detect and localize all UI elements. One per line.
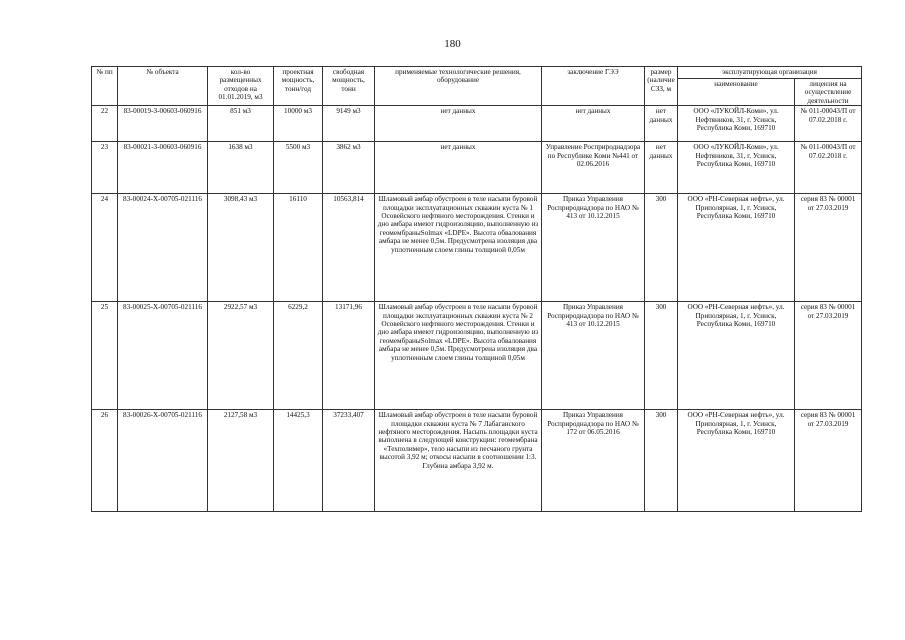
cell-design: 6229,2: [274, 302, 323, 410]
cell-num: 25: [92, 302, 118, 410]
cell-org-name: ООО «РН-Северная нефть», ул. Приполярная, 1, г. Усинск, Республика Коми, 169710: [678, 194, 795, 302]
cell-object: 83-00026-Х-00705-021116: [118, 410, 208, 512]
cell-org-license: серия 83 № 00001 от 27.03.2019: [795, 194, 862, 302]
cell-design: 14425,3: [274, 410, 323, 512]
cell-org-name: ООО «РН-Северная нефть», ул. Приполярная, 1, г. Усинск, Республика Коми, 169710: [678, 410, 795, 512]
cell-num: 26: [92, 410, 118, 512]
cell-szz: нет данных: [645, 142, 678, 194]
cell-szz: 300: [645, 302, 678, 410]
table-row: [92, 410, 862, 512]
cell-tech: Шламовый амбар обустроен в теле насыпи буровой площадки эксплуатационных скважин куста № 2 Осовейского нефтяного месторождения. Стенки и дно амбара имеют гидроизоляцию, выполненную из геомембраныSolmax «LDPE». Высота обвалования амбара не менее 0,5м. Предусмотрена изоляция двa уплотненным слоем глины толщиной 0,05м: [375, 302, 542, 410]
cell-free: 10563,814: [323, 194, 375, 302]
header-gee: заключение ГЭЭ: [542, 67, 645, 106]
table-row: [92, 142, 862, 194]
cell-org-name: ООО «ЛУКОЙЛ-Коми», ул. Нефтяников, 31, г. Усинск, Республика Коми, 169710: [678, 106, 795, 142]
cell-org-license: серия 83 № 00001 от 27.03.2019: [795, 410, 862, 512]
header-num: № пп: [92, 67, 118, 106]
header-design: проектная мощность, тонн/год: [274, 67, 323, 106]
cell-szz: 300: [645, 194, 678, 302]
cell-tech: нет данных: [375, 142, 542, 194]
cell-free: 13171,96: [323, 302, 375, 410]
cell-design: 10000 м3: [274, 106, 323, 142]
cell-free: 3862 м3: [323, 142, 375, 194]
header-org-license: лицензия на осуществление деятельности: [795, 79, 862, 106]
cell-tech: нет данных: [375, 106, 542, 142]
cell-waste: 1638 м3: [208, 142, 274, 194]
cell-gee: нет данных: [542, 106, 645, 142]
cell-waste: 2922,57 м3: [208, 302, 274, 410]
cell-num: 22: [92, 106, 118, 142]
cell-object: 83-00021-З-00603-060916: [118, 142, 208, 194]
header-waste: кол-во размещенных отходов на 01.01.2019, м3: [208, 67, 274, 106]
cell-szz: нет данных: [645, 106, 678, 142]
cell-gee: Приказ Управления Росприроднадзора по НАО № 413 от 10.12.2015: [542, 194, 645, 302]
header-szz: размер (наличие СЗЗ, м: [645, 67, 678, 106]
cell-org-name: ООО «ЛУКОЙЛ-Коми», ул. Нефтяников, 31, г. Усинск, Республика Коми, 169710: [678, 142, 795, 194]
table-row: [92, 194, 862, 302]
cell-szz: 300: [645, 410, 678, 512]
cell-org-name: ООО «РН-Северная нефть», ул. Приполярная, 1, г. Усинск, Республика Коми, 169710: [678, 302, 795, 410]
cell-free: 37233,407: [323, 410, 375, 512]
cell-design: 16110: [274, 194, 323, 302]
cell-num: 23: [92, 142, 118, 194]
table-row: [92, 302, 862, 410]
cell-waste: 3098,43 м3: [208, 194, 274, 302]
cell-org-license: № 011-00043/П от 07.02.2018 г.: [795, 106, 862, 142]
header-free: свободная мощность, тонн: [323, 67, 375, 106]
cell-waste: 851 м3: [208, 106, 274, 142]
header-org-name: наименование: [678, 79, 795, 106]
page-number: 180: [444, 38, 461, 50]
header-tech: применяемые технологические решения, оборудование: [375, 67, 542, 106]
cell-num: 24: [92, 194, 118, 302]
cell-waste: 2127,58 м3: [208, 410, 274, 512]
header-org: эксплуатирующая организация: [678, 67, 862, 79]
cell-tech: Шламовый амбар обустроен в теле насыпи буровой площадки скважин куста № 7 Лабаганского нефтяного месторождения. Насыпь площадки куста выполнена в следующей конструкции: геомембрана «Техполимер», тело насыпи из песчаного грунта высотой 3,92 м; откосы насыпи в соотношении 1:3. Глубина амбара 3,92 м.: [375, 410, 542, 512]
cell-gee: Приказ Управления Росприроднадзора по НАО № 172 от 06.05.2016: [542, 410, 645, 512]
cell-design: 5500 м3: [274, 142, 323, 194]
waste-facilities-table: [91, 66, 862, 512]
cell-gee: Управление Росприроднадзора по Республике Коми №441 от 02.06.2016: [542, 142, 645, 194]
cell-free: 9149 м3: [323, 106, 375, 142]
cell-object: 83-00024-Х-00705-021116: [118, 194, 208, 302]
cell-object: 83-00025-Х-00705-021116: [118, 302, 208, 410]
cell-tech: Шламовый амбар обустроен в теле насыпи буровой площадки эксплуатационных скважин куста № 1 Осовейского нефтяного месторождения. Стенки и дно амбара имеют гидроизоляцию, выполненную из геомембраныSolmax «LDPE». Высота обвалования амбара не менее 0,5м. Предусмотрена изоляция двa уплотненным слоем глины толщиной 0,05м: [375, 194, 542, 302]
table-header-row: [92, 67, 862, 79]
table-row: [92, 106, 862, 142]
cell-gee: Приказ Управления Росприроднадзора по НАО № 413 от 10.12.2015: [542, 302, 645, 410]
cell-object: 83-00019-З-00603-060916: [118, 106, 208, 142]
cell-org-license: серия 83 № 00001 от 27.03.2019: [795, 302, 862, 410]
header-object: № объекта: [118, 67, 208, 106]
cell-org-license: № 011-00043/П от 07.02.2018 г.: [795, 142, 862, 194]
